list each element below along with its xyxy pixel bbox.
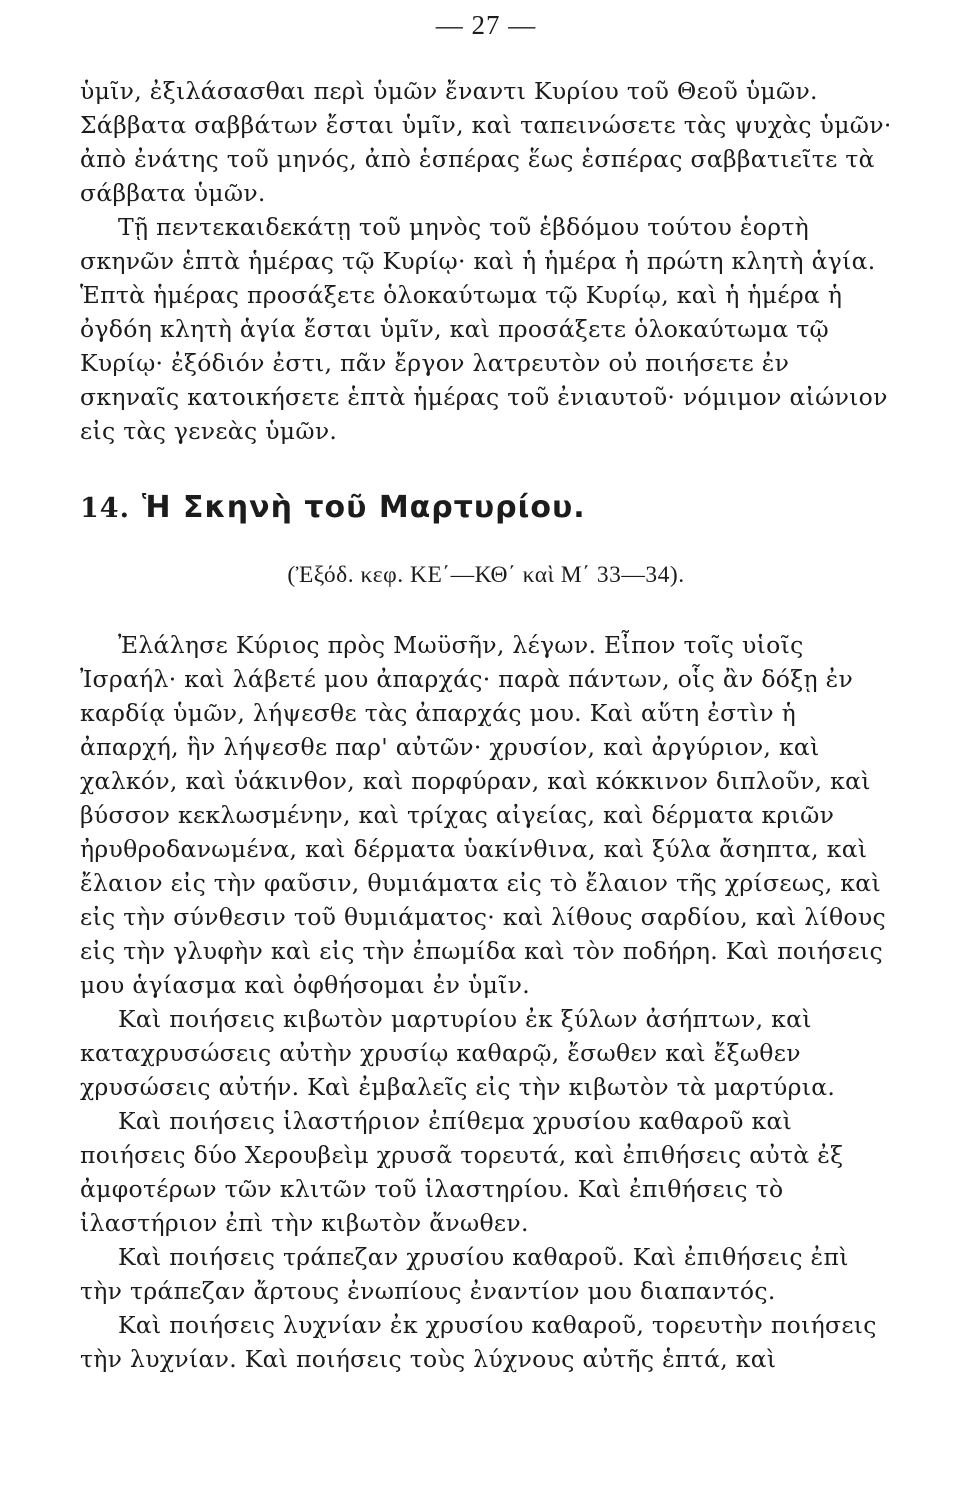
main-text-block xyxy=(80,628,892,1376)
top-text-block xyxy=(80,74,892,448)
paragraph: Καὶ ποιήσεις τράπεζαν χρυσίου καθαροῦ. Καὶ ἐπιθήσεις ἐπὶ τὴν τράπεζαν ἄρτους ἐνωπίους ἐναντίον μου διαπαντός. xyxy=(80,1243,849,1305)
section-heading xyxy=(80,490,892,525)
paragraph: Καὶ ποιήσεις λυχνίαν ἐκ χρυσίου καθαροῦ, τορευτὴν ποιήσεις τὴν λυχνίαν. Καὶ ποιήσεις τοὺς λύχνους αὐτῆς ἑπτά, καὶ xyxy=(80,1311,877,1373)
paragraph: Ἐλάλησε Κύριος πρὸς Μωϋσῆν, λέγων. Εἶπον τοῖς υἱοῖς Ἰσραήλ· καὶ λάβετέ μου ἀπαρχάς· παρὰ πάντων, οἷς ἂν δόξῃ ἐν καρδίᾳ ὑμῶν, λήψεσθε τὰς ἀπαρχάς μου. Καὶ αὕτη ἐστὶν ἡ ἀπαρχή, ἣν λήψεσθε παρ' αὐτῶν· χρυσίον, καὶ ἀργύριον, καὶ χαλκόν, καὶ ὑάκινθον, καὶ πορφύραν, καὶ κόκκινον διπλοῦν, καὶ βύσσον κεκλωσμένην, καὶ τρίχας αἰγείας, καὶ δέρματα κριῶν ἠρυθροδανωμένα, καὶ δέρματα ὑακίνθινα, καὶ ξύλα ἄσηπτα, καὶ ἔλαιον εἰς τὴν φαῦσιν, θυμιάματα εἰς τὸ ἔλαιον τῆς χρίσεως, καὶ εἰς τὴν σύνθεσιν τοῦ θυμιάματος· καὶ λίθους σαρδίου, καὶ λίθους εἰς τὴν γλυφὴν καὶ εἰς τὴν ἐπωμίδα καὶ τὸν ποδήρη. Καὶ ποιήσεις μου ἁγίασμα καὶ ὀφθήσομαι ἐν ὑμῖν. xyxy=(80,631,886,999)
paragraph: ὑμῖν, ἐξιλάσασθαι περὶ ὑμῶν ἔναντι Κυρίου τοῦ Θεοῦ ὑμῶν. Σάββατα σαββάτων ἔσται ὑμῖν, καὶ ταπεινώσετε τὰς ψυχὰς ὑμῶν· ἀπὸ ἐνάτης τοῦ μηνός, ἀπὸ ἑσπέρας ἕως ἑσπέρας σαββατιεῖτε τὰ σάββατα ὑμῶν. xyxy=(80,77,892,207)
section-number: 14. xyxy=(80,493,130,524)
paragraph: Καὶ ποιήσεις κιβωτὸν μαρτυρίου ἐκ ξύλων ἀσήπτων, καὶ καταχρυσώσεις αὐτὴν χρυσίῳ καθαρῷ, ἔσωθεν καὶ ἔξωθεν χρυσώσεις αὐτήν. Καὶ ἐμβαλεῖς εἰς τὴν κιβωτὸν τὰ μαρτύρια. xyxy=(80,1005,836,1101)
page-number: — 27 — xyxy=(435,10,537,40)
scripture-reference: (Ἐξόδ. κεφ. ΚΕ΄—ΚΘ΄ καὶ Μ΄ 33—34). xyxy=(287,562,685,588)
paragraph: Τῇ πεντεκαιδεκάτῃ τοῦ μηνὸς τοῦ ἑβδόμου τούτου ἑορτὴ σκηνῶν ἑπτὰ ἡμέρας τῷ Κυρίῳ· καὶ ἡ ἡμέρα ἡ πρώτη κλητὴ ἁγία. Ἑπτὰ ἡμέρας προσάξετε ὁλοκαύτωμα τῷ Κυρίῳ, καὶ ἡ ἡμέρα ἡ ὀγδόη κλητὴ ἁγία ἔσται ὑμῖν, καὶ προσάξετε ὁλοκαύτωμα τῷ Κυρίῳ· ἐξόδιόν ἐστι, πᾶν ἔργον λατρευτὸν οὐ ποιήσετε ἐν σκηναῖς κατοικήσετε ἑπτὰ ἡμέρας τοῦ ἐνιαυτοῦ· νόμιμον αἰώνιον εἰς τὰς γενεὰς ὑμῶν. xyxy=(80,213,888,445)
paragraph: Καὶ ποιήσεις ἱλαστήριον ἐπίθεμα χρυσίου καθαροῦ καὶ ποιήσεις δύο Χερουβεὶμ χρυσᾶ τορευτά, καὶ ἐπιθήσεις αὐτὰ ἐξ ἀμφοτέρων τῶν κλιτῶν τοῦ ἱλαστηρίου. Καὶ ἐπιθήσεις τὸ ἱλαστήριον ἐπὶ τὴν κιβωτὸν ἄνωθεν. xyxy=(80,1107,844,1237)
section-title: Ἡ Σκηνὴ τοῦ Μαρτυρίου. xyxy=(141,490,586,525)
